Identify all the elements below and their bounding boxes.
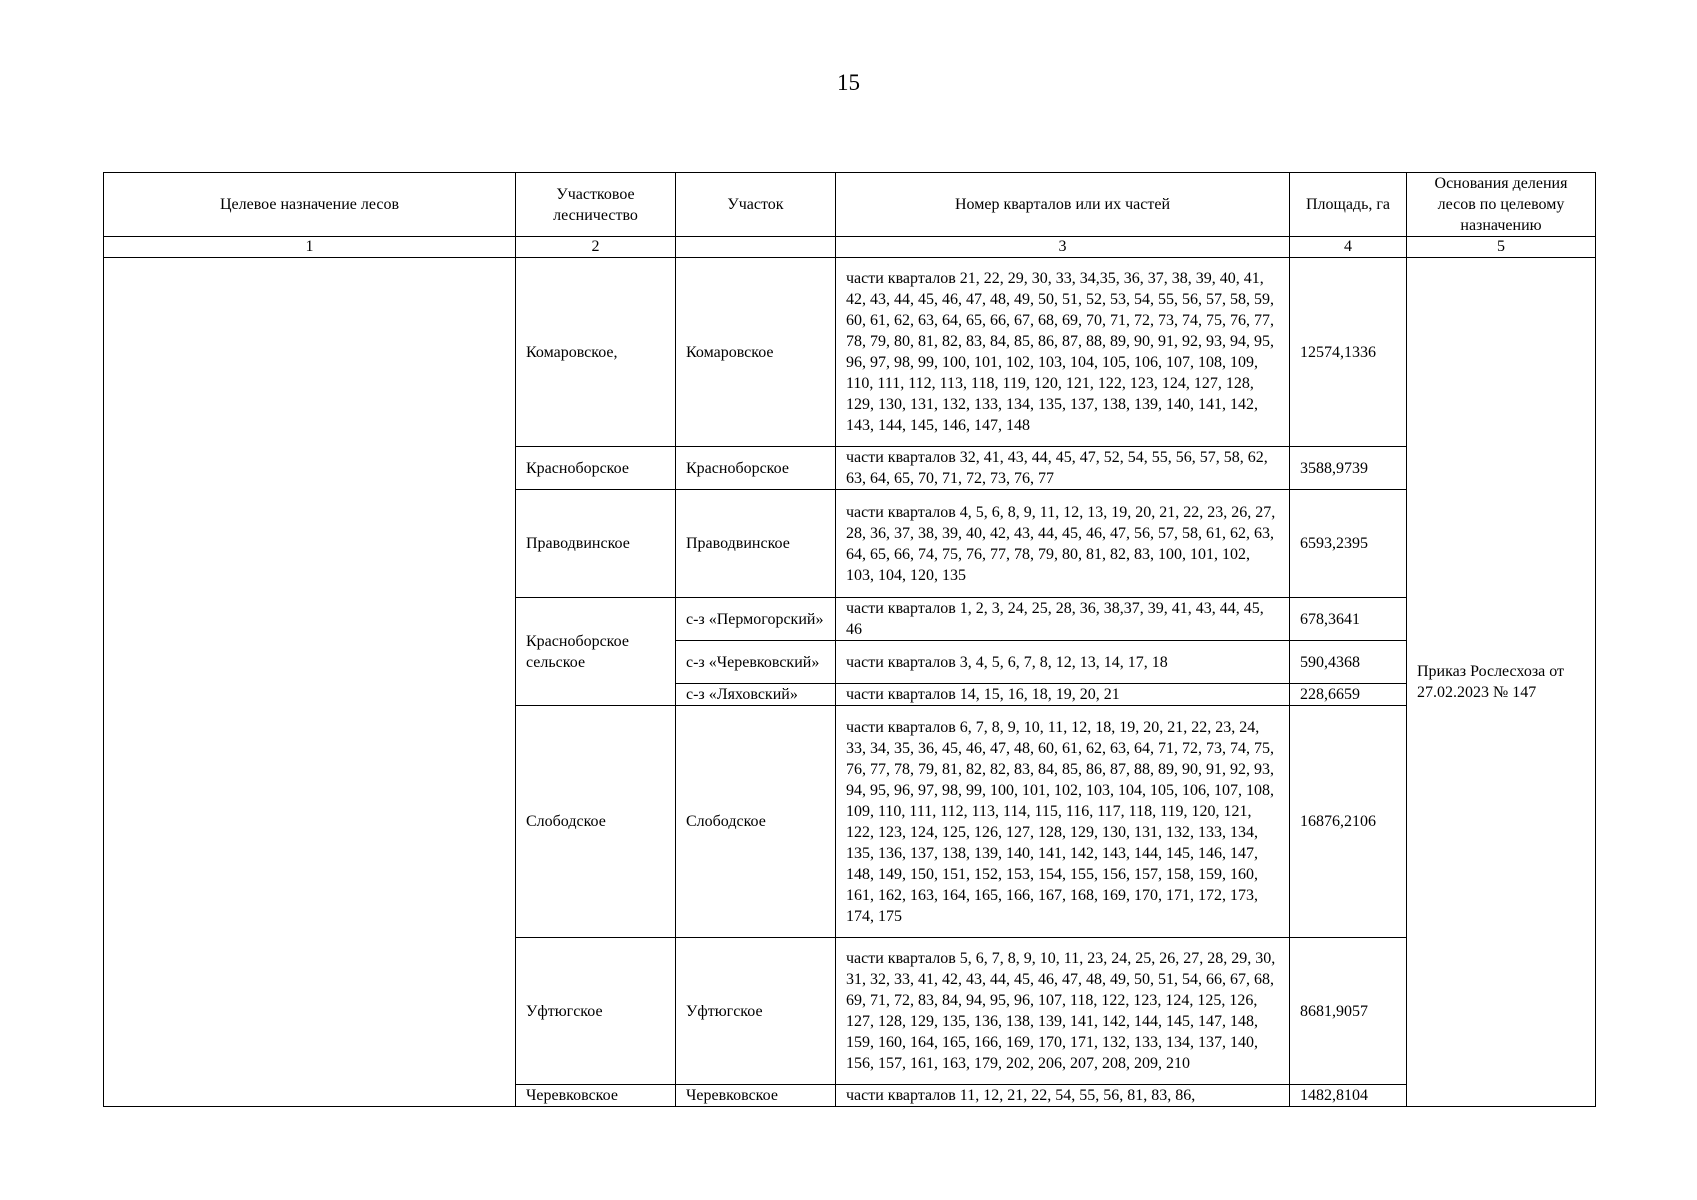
area-cell: 8681,9057 xyxy=(1290,938,1407,1085)
section-cell: с-з «Пермогорский» xyxy=(676,598,836,641)
quarters-cell: части кварталов 32, 41, 43, 44, 45, 47, 52, 54, 55, 56, 57, 58, 62, 63, 64, 65, 70, 71, 72, 73, 76, 77 xyxy=(836,447,1290,490)
header-forestry: Участковое лесничество xyxy=(516,173,676,237)
quarters-cell: части кварталов 1, 2, 3, 24, 25, 28, 36, 38,37, 39, 41, 43, 44, 45, 46 xyxy=(836,598,1290,641)
column-number: 3 xyxy=(836,237,1290,258)
section-cell: Праводвинское xyxy=(676,490,836,598)
quarters-cell: части кварталов 4, 5, 6, 8, 9, 11, 12, 13, 19, 20, 21, 22, 23, 26, 27, 28, 36, 37, 38, 39, 40, 42, 43, 44, 45, 46, 47, 56, 57, 58, 61, 62, 63, 64, 65, 66, 74, 75, 76, 77, 78, 79, 80, 81, 82, 83, 100, 101, 102, 103, 104, 120, 135 xyxy=(836,490,1290,598)
forestry-cell: Уфтюгское xyxy=(516,938,676,1085)
header-quarters: Номер кварталов или их частей xyxy=(836,173,1290,237)
column-number: 5 xyxy=(1407,237,1596,258)
quarters-cell: части кварталов 5, 6, 7, 8, 9, 10, 11, 23, 24, 25, 26, 27, 28, 29, 30, 31, 32, 33, 41, 42, 43, 44, 45, 46, 47, 48, 49, 50, 51, 54, 66, 67, 68, 69, 71, 72, 83, 84, 94, 95, 96, 107, 118, 122, 123, 124, 125, 126, 127, 128, 129, 135, 136, 138, 139, 141, 142, 144, 145, 147, 148, 159, 160, 164, 165, 166, 169, 170, 171, 132, 133, 134, 137, 140, 156, 157, 161, 163, 179, 202, 206, 207, 208, 209, 210 xyxy=(836,938,1290,1085)
column-number: 4 xyxy=(1290,237,1407,258)
area-cell: 1482,8104 xyxy=(1290,1085,1407,1107)
purpose-cell xyxy=(104,258,516,1107)
forestry-cell: Черевковское xyxy=(516,1085,676,1107)
quarters-cell: части кварталов 6, 7, 8, 9, 10, 11, 12, 18, 19, 20, 21, 22, 23, 24, 33, 34, 35, 36, 45, 46, 47, 48, 60, 61, 62, 63, 64, 71, 72, 73, 74, 75, 76, 77, 78, 79, 81, 82, 82, 83, 84, 85, 86, 87, 88, 89, 90, 91, 92, 93, 94, 95, 96, 97, 98, 99, 100, 101, 102, 103, 104, 105, 106, 107, 108, 109, 110, 111, 112, 113, 114, 115, 116, 117, 118, 119, 120, 121, 122, 123, 124, 125, 126, 127, 128, 129, 130, 131, 132, 133, 134, 135, 136, 137, 138, 139, 140, 141, 142, 143, 144, 145, 146, 147, 148, 149, 150, 151, 152, 153, 154, 155, 156, 157, 158, 159, 160, 161, 162, 163, 164, 165, 166, 167, 168, 169, 170, 171, 172, 173, 174, 175 xyxy=(836,706,1290,938)
section-cell: с-з «Черевковский» xyxy=(676,641,836,684)
column-number-row xyxy=(104,237,1596,258)
column-number xyxy=(676,237,836,258)
area-cell: 6593,2395 xyxy=(1290,490,1407,598)
section-cell: Комаровское xyxy=(676,258,836,447)
forestry-cell: Красноборское сельское xyxy=(516,598,676,706)
basis-cell: Приказ Рослесхоза от 27.02.2023 № 147 xyxy=(1407,258,1596,1107)
section-cell: с-з «Ляховский» xyxy=(676,684,836,706)
area-cell: 12574,1336 xyxy=(1290,258,1407,447)
quarters-cell: части кварталов 11, 12, 21, 22, 54, 55, 56, 81, 83, 86, xyxy=(836,1085,1290,1107)
quarters-cell: части кварталов 14, 15, 16, 18, 19, 20, 21 xyxy=(836,684,1290,706)
section-cell: Черевковское xyxy=(676,1085,836,1107)
forestry-cell: Красноборское xyxy=(516,447,676,490)
table-row xyxy=(104,258,1596,447)
area-cell: 678,3641 xyxy=(1290,598,1407,641)
header-section: Участок xyxy=(676,173,836,237)
area-cell: 228,6659 xyxy=(1290,684,1407,706)
forestry-cell: Комаровское, xyxy=(516,258,676,447)
table-header-row xyxy=(104,173,1596,237)
page-number: 15 xyxy=(837,70,860,95)
quarters-cell: части кварталов 3, 4, 5, 6, 7, 8, 12, 13, 14, 17, 18 xyxy=(836,641,1290,684)
area-cell: 16876,2106 xyxy=(1290,706,1407,938)
quarters-cell: части кварталов 21, 22, 29, 30, 33, 34,35, 36, 37, 38, 39, 40, 41, 42, 43, 44, 45, 46, 47, 48, 49, 50, 51, 52, 53, 54, 55, 56, 57, 58, 59, 60, 61, 62, 63, 64, 65, 66, 67, 68, 69, 70, 71, 72, 73, 74, 75, 76, 77, 78, 79, 80, 81, 82, 83, 84, 85, 86, 87, 88, 89, 90, 91, 92, 93, 94, 95, 96, 97, 98, 99, 100, 101, 102, 103, 104, 105, 106, 107, 108, 109, 110, 111, 112, 113, 118, 119, 120, 121, 122, 123, 124, 127, 128, 129, 130, 131, 132, 133, 134, 135, 137, 138, 139, 140, 141, 142, 143, 144, 145, 146, 147, 148 xyxy=(836,258,1290,447)
section-cell: Красноборское xyxy=(676,447,836,490)
area-cell: 3588,9739 xyxy=(1290,447,1407,490)
header-purpose: Целевое назначение лесов xyxy=(104,173,516,237)
forestry-cell: Праводвинское xyxy=(516,490,676,598)
header-basis: Основания деления лесов по целевому назначению xyxy=(1407,173,1596,237)
area-cell: 590,4368 xyxy=(1290,641,1407,684)
forest-purpose-table xyxy=(103,172,1596,1107)
forestry-cell: Слободское xyxy=(516,706,676,938)
section-cell: Слободское xyxy=(676,706,836,938)
column-number: 1 xyxy=(104,237,516,258)
section-cell: Уфтюгское xyxy=(676,938,836,1085)
header-area: Площадь, га xyxy=(1290,173,1407,237)
column-number: 2 xyxy=(516,237,676,258)
